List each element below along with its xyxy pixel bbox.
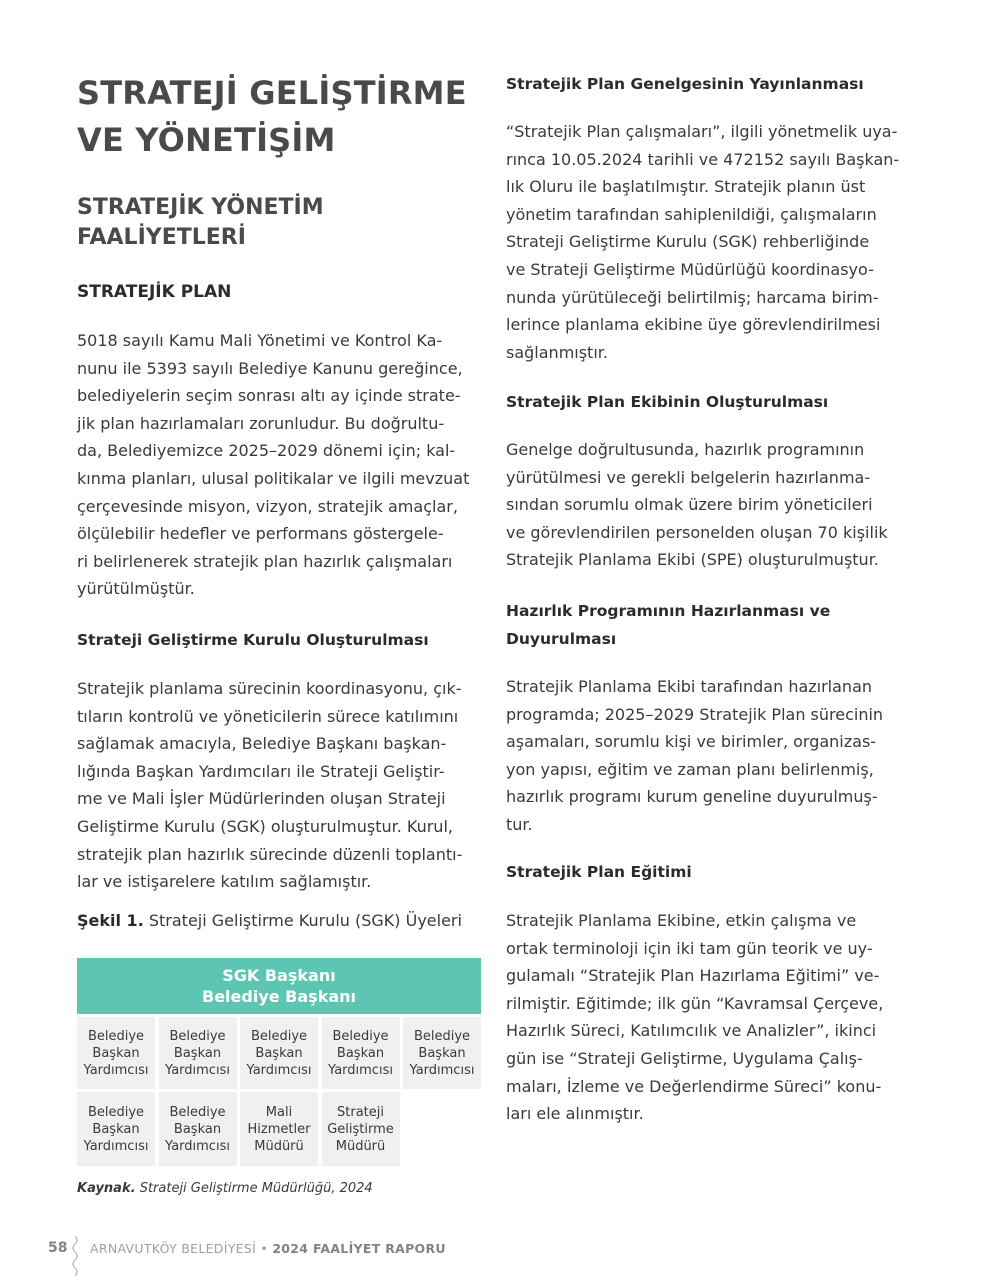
sgk-org-chart xyxy=(77,958,481,1166)
paragraph-line: Hazırlık Süreci, Katılımcılık ve Analizler”, ikinci xyxy=(506,1021,877,1041)
paragraph-line: 5018 sayılı Kamu Mali Yönetimi ve Kontrol Ka- xyxy=(77,331,443,350)
org-head-title: Belediye Başkanı xyxy=(202,987,356,1006)
org-member-text: Yardımcısı xyxy=(83,1138,149,1154)
heading-program xyxy=(506,597,830,653)
paragraph-line: rınca 10.05.2024 tarihli ve 472152 sayılı Başkan- xyxy=(506,149,900,169)
paragraph-line: ları ele alınmıştır. xyxy=(506,1104,644,1124)
org-member-text: Başkan xyxy=(173,1045,222,1061)
org-member-text: Yardımcısı xyxy=(83,1062,149,1078)
org-member-text: Başkan xyxy=(336,1045,385,1061)
org-member-text: Başkan xyxy=(92,1121,140,1137)
org-member-text: Belediye xyxy=(169,1028,226,1044)
paragraph-line: Stratejik Planlama Ekibine, etkin çalışma ve xyxy=(506,911,857,930)
paragraph-ekip xyxy=(506,436,910,574)
page-number: 58 xyxy=(48,1240,68,1256)
org-member-text: Başkan xyxy=(173,1121,222,1137)
title-line-1: STRATEJİ GELİŞTİRME xyxy=(77,74,467,112)
subtitle-line-2: FAALİYETLERİ xyxy=(77,225,246,250)
paragraph-line: gulamalı “Stratejik Plan Hazırlama Eğitimi” ve- xyxy=(506,966,880,986)
source-text: Strateji Geliştirme Müdürlüğü, 2024 xyxy=(139,1181,373,1196)
org-member-text: Belediye xyxy=(87,1028,145,1044)
paragraph-line: lığında Başkan Yardımcıları ile Strateji Geliştir- xyxy=(77,761,445,781)
paragraph-line: yürütülmesi ve gerekli belgelerin hazırlanma- xyxy=(506,467,871,487)
org-member-text: Yardımcısı xyxy=(246,1062,312,1078)
heading-sgk: Strateji Geliştirme Kurulu Oluşturulması xyxy=(77,631,429,649)
org-member-text: Belediye xyxy=(250,1028,308,1044)
org-member-cell xyxy=(77,1092,155,1166)
title-line-2: VE YÖNETİŞİM xyxy=(77,121,336,159)
paragraph-stratejik-plan xyxy=(77,327,481,603)
org-member-text: Yardımcısı xyxy=(409,1062,475,1078)
org-member-text: Müdürü xyxy=(254,1138,304,1154)
org-member-text: Geliştirme xyxy=(327,1121,394,1137)
paragraph-line: lerince planlama ekibine üye görevlendirilmesi xyxy=(506,315,881,335)
org-member-text: Belediye xyxy=(413,1028,471,1044)
org-member-cell xyxy=(240,1092,318,1166)
heading-program-line-2: Duyurulması xyxy=(506,630,617,648)
org-member-text: Hizmetler xyxy=(247,1121,311,1137)
paragraph-line: “Stratejik Plan çalışmaları”, ilgili yönetmelik uya- xyxy=(506,122,898,141)
org-member-text: Belediye xyxy=(169,1104,226,1120)
paragraph-line: nunu ile 5393 sayılı Belediye Kanunu gereğince, xyxy=(77,358,463,378)
footer-divider-icon xyxy=(70,1236,80,1280)
heading-program-line-1: Hazırlık Programının Hazırlanması ve xyxy=(506,602,831,620)
org-member-text: Başkan xyxy=(92,1045,140,1061)
paragraph-line: sağlamak amacıyla, Belediye Başkanı başkan- xyxy=(77,734,447,754)
paragraph-line: ve Strateji Geliştirme Müdürlüğü koordinasyo- xyxy=(506,259,874,279)
paragraph-line: ri belirlenerek stratejik plan hazırlık çalışmaları xyxy=(77,551,453,571)
paragraph-line: hazırlık programı kurum geneline duyurulmuş- xyxy=(506,787,878,807)
paragraph-line: yon yapısı, eğitim ve zaman planı belirlenmiş, xyxy=(506,759,874,779)
org-member-cell xyxy=(159,1092,237,1166)
paragraph-line: gün ise “Strateji Geliştirme, Uygulama Çalış- xyxy=(506,1048,863,1068)
paragraph-line: rilmiştir. Eğitimde; ilk gün “Kavramsal Çerçeve, xyxy=(506,993,884,1013)
org-member-text: Yardımcısı xyxy=(165,1138,230,1154)
paragraph-line: çerçevesinde misyon, vizyon, stratejik amaçlar, xyxy=(77,496,458,516)
footer-report-name: 2024 FAALİYET RAPORU xyxy=(272,1241,446,1256)
heading-stratejik-plan: STRATEJİK PLAN xyxy=(77,282,232,302)
heading-ekip: Stratejik Plan Ekibinin Oluşturulması xyxy=(506,393,829,411)
paragraph-egitim xyxy=(506,907,910,1128)
paragraph-line: Stratejik Planlama Ekibi tarafından hazırlanan xyxy=(506,677,873,696)
paragraph-line: lar ve istişarelere katılım sağlamıştır. xyxy=(77,872,372,892)
paragraph-line: Genelge doğrultusunda, hazırlık programının xyxy=(506,440,865,459)
paragraph-line: ortak terminoloji için iki tam gün teorik ve uy- xyxy=(506,938,873,958)
org-member-text: Başkan xyxy=(418,1045,466,1061)
paragraph-line: tur. xyxy=(506,814,533,834)
org-member-text: Strateji xyxy=(337,1104,384,1120)
section-subtitle xyxy=(77,193,324,253)
paragraph-sgk xyxy=(77,675,481,896)
paragraph-line: ölçülebilir hedefler ve performans göstergele- xyxy=(77,524,444,544)
paragraph-line: yürütülmüştür. xyxy=(77,579,195,599)
org-member-cell xyxy=(159,1017,237,1089)
org-member-text: Yardımcısı xyxy=(165,1062,230,1078)
org-member-text: Yardımcısı xyxy=(328,1062,393,1078)
paragraph-program xyxy=(506,673,910,839)
figure-caption-text: Strateji Geliştirme Kurulu (SGK) Üyeleri xyxy=(148,911,462,930)
org-member-cell xyxy=(240,1017,318,1089)
org-member-text: Mali xyxy=(265,1104,293,1120)
paragraph-line: maları, İzleme ve Değerlendirme Süreci” konu- xyxy=(506,1076,882,1096)
org-head-role: SGK Başkanı xyxy=(222,966,336,985)
paragraph-line: nunda yürütüleceği belirtilmiş; harcama birim- xyxy=(506,287,879,307)
page-title xyxy=(77,70,467,164)
heading-genelge: Stratejik Plan Genelgesinin Yayınlanması xyxy=(506,75,864,93)
heading-egitim: Stratejik Plan Eğitimi xyxy=(506,863,692,881)
paragraph-line: da, Belediyemizce 2025–2029 dönemi için; kal- xyxy=(77,441,456,461)
paragraph-line: belediyelerin seçim sonrası altı ay içinde strate- xyxy=(77,386,461,406)
subtitle-line-1: STRATEJİK YÖNETİM xyxy=(77,195,324,220)
paragraph-line: programda; 2025–2029 Stratejik Plan sürecinin xyxy=(506,704,884,724)
paragraph-line: sından sorumlu olmak üzere birim yöneticileri xyxy=(506,495,873,515)
org-chart-head xyxy=(77,958,481,1014)
footer-org-name: ARNAVUTKÖY BELEDİYESİ xyxy=(90,1241,257,1256)
paragraph-line: sağlanmıştır. xyxy=(506,342,608,362)
org-member-text: Belediye xyxy=(87,1104,145,1120)
paragraph-line: lık Oluru ile başlatılmıştır. Stratejik planın üst xyxy=(506,177,866,197)
paragraph-line: yönetim tarafından sahiplenildiği, çalışmaların xyxy=(506,204,877,224)
org-member-text: Müdürü xyxy=(335,1138,386,1154)
paragraph-line: stratejik plan hazırlık sürecinde düzenli toplantı- xyxy=(77,844,463,864)
footer-org xyxy=(90,1241,446,1256)
footer-separator: • xyxy=(260,1241,269,1256)
org-member-text: Başkan xyxy=(255,1045,303,1061)
figure-label: Şekil 1. xyxy=(77,911,144,930)
paragraph-line: Stratejik Planlama Ekibi (SPE) oluşturulmuştur. xyxy=(506,550,879,570)
org-member-cell xyxy=(322,1092,400,1166)
figure-caption xyxy=(77,907,487,935)
paragraph-line: ve görevlendirilen personelden oluşan 70 kişilik xyxy=(506,522,888,542)
source-label: Kaynak. xyxy=(77,1181,136,1196)
org-member-cell xyxy=(322,1017,400,1089)
paragraph-line: Geliştirme Kurulu (SGK) oluşturulmuştur. Kurul, xyxy=(77,816,453,836)
org-member-cell xyxy=(403,1017,481,1089)
figure-source xyxy=(77,1181,373,1196)
paragraph-line: tıların kontrolü ve yöneticilerin sürece katılımını xyxy=(77,706,459,726)
paragraph-line: Strateji Geliştirme Kurulu (SGK) rehberliğinde xyxy=(506,232,870,252)
org-member-text: Belediye xyxy=(332,1028,389,1044)
paragraph-genelge xyxy=(506,118,910,366)
paragraph-line: me ve Mali İşler Müdürlerinden oluşan Strateji xyxy=(77,789,446,809)
org-member-cell xyxy=(77,1017,155,1089)
paragraph-line: kınma planları, ulusal politikalar ve ilgili mevzuat xyxy=(77,468,470,488)
paragraph-line: aşamaları, sorumlu kişi ve birimler, organizas- xyxy=(506,732,877,752)
paragraph-line: jik plan hazırlamaları zorunludur. Bu doğrultu- xyxy=(77,413,445,433)
paragraph-line: Stratejik planlama sürecinin koordinasyonu, çık- xyxy=(77,679,462,698)
